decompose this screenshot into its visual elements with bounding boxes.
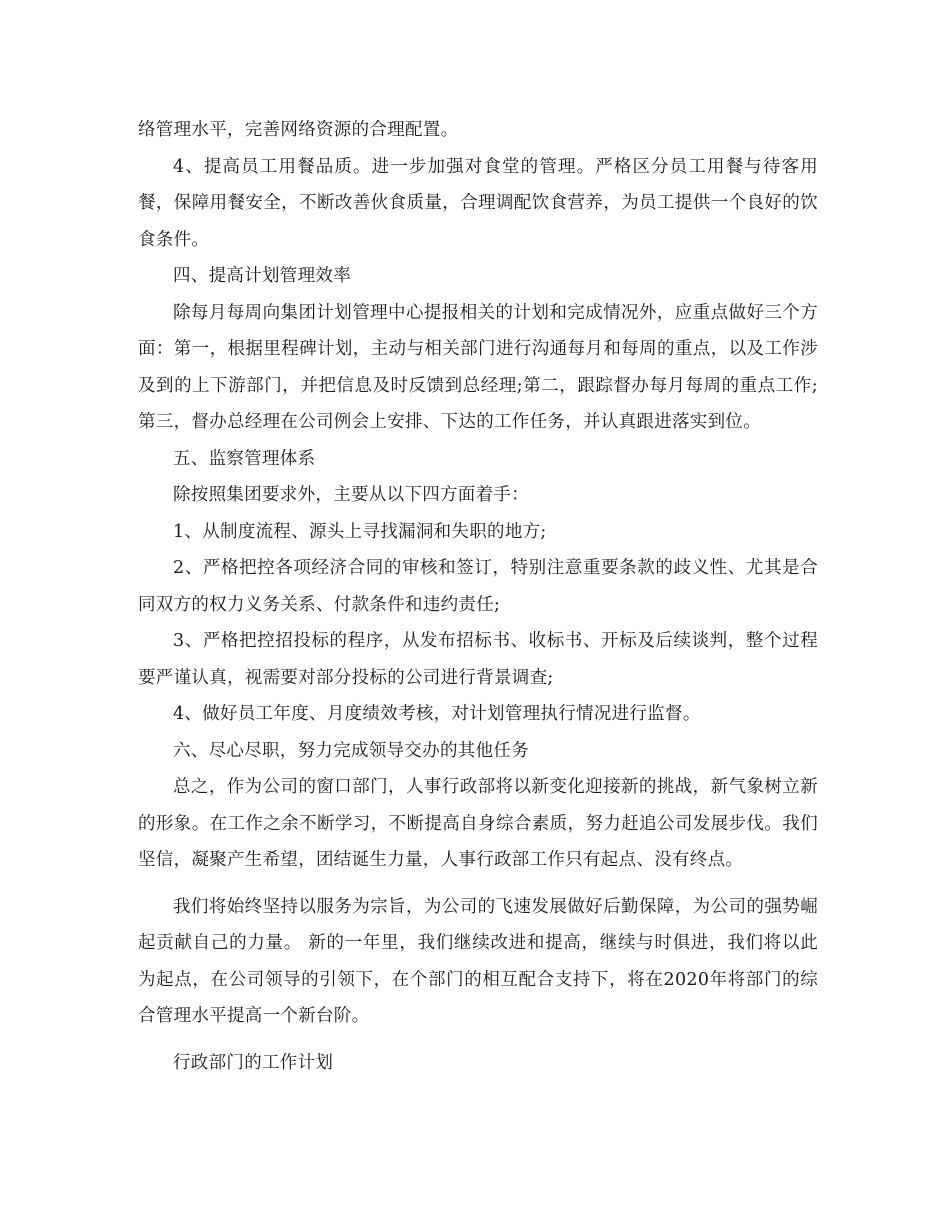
paragraph-spacer xyxy=(138,1035,818,1045)
document-body xyxy=(138,112,818,1081)
paragraph-supervision-item-2: 2、严格把控各项经济合同的审核和签订，特别注意重要条款的歧义性、尤其是合同双方的权力义务关系、付款条件和违约责任; xyxy=(138,558,818,615)
paragraph-continuation: 络管理水平，完善网络资源的合理配置。 xyxy=(138,120,459,140)
section-heading-admin-plan: 行政部门的工作计划 xyxy=(173,1052,334,1073)
paragraph-supervision-item-3: 3、严格把控招投标的程序，从发布招标书、收标书、开标及后续谈判，整个过程要严谨认真，视需要对部分投标的公司进行背景调查; xyxy=(138,631,818,688)
paragraph-commitment: 我们将始终坚持以服务为宗旨，为公司的飞速发展做好后勤保障，为公司的强势崛起贡献自己的力量。 新的一年里，我们继续改进和提高，继续与时俱进，我们将以此为起点，在公司领导的引领下，在个部门的相互配合支持下，将在2020年将部门的综合管理水平提高一个新台阶。 xyxy=(138,896,818,1026)
paragraph-summary: 总之，作为公司的窗口部门，人事行政部将以新变化迎接新的挑战，新气象树立新的形象。在工作之余不断学习，不断提高自身综合素质，努力赶追公司发展步伐。我们坚信，凝聚产生希望，团结诞生力量，人事行政部工作只有起点、没有终点。 xyxy=(138,777,818,870)
section-heading-other-tasks: 六、尽心尽职，努力完成领导交办的其他任务 xyxy=(173,740,529,761)
paragraph-supervision-intro: 除按照集团要求外，主要从以下四方面着手： xyxy=(173,485,529,505)
section-heading-plan-management: 四、提高计划管理效率 xyxy=(173,266,351,286)
paragraph-plan-management: 除每月每周向集团计划管理中心提报相关的计划和完成情况外，应重点做好三个方面：第一，根据里程碑计划，主动与相关部门进行沟通每月和每周的重点，以及工作涉及到的上下游部门，并把信息及时反馈到总经理;第二，跟踪督办每月每周的重点工作;第三，督办总经理在公司例会上安排、下达的工作任务，并认真跟进落实到位。 xyxy=(138,302,818,432)
paragraph-item-canteen: 4、提高员工用餐品质。进一步加强对食堂的管理。严格区分员工用餐与待客用餐，保障用餐安全，不断改善伙食质量，合理调配饮食营养，为员工提供一个良好的饮食条件。 xyxy=(138,156,818,250)
paragraph-spacer xyxy=(138,879,818,889)
paragraph-supervision-item-1: 1、从制度流程、源头上寻找漏洞和失职的地方; xyxy=(173,521,547,542)
section-heading-supervision: 五、监察管理体系 xyxy=(173,448,316,469)
paragraph-supervision-item-4: 4、做好员工年度、月度绩效考核，对计划管理执行情况进行监督。 xyxy=(173,704,701,724)
